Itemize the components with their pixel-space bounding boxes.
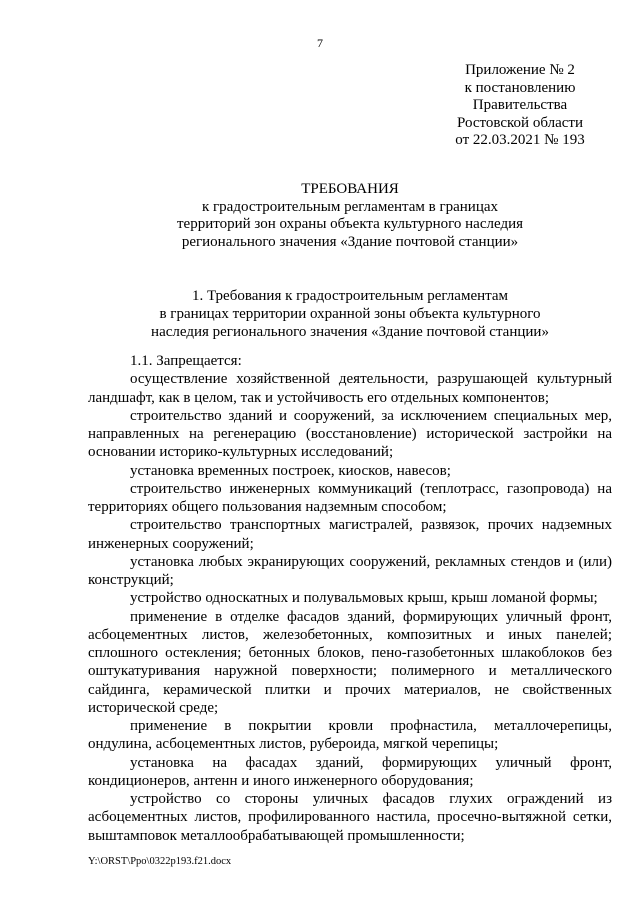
appendix-block [450,62,590,150]
paragraph-item: строительство инженерных коммуникаций (теплотрасс, газопровода) на территориях общего пользования надземным способом; [88,480,612,515]
section-heading [90,287,610,341]
appendix-line: Ростовской области [457,114,583,131]
paragraph-item: установка на фасадах зданий, формирующих уличный фронт, кондиционеров, антенн и иного инженерного оборудования; [88,754,612,789]
paragraph-item: применение в отделке фасадов зданий, формирующих уличный фронт, асбоцементных листов, железобетонных, композитных и иных панелей; сплошного остекления; бетонных блоков, пено-газобетонных шлакоблоков без оштукатуривания наружной поверхности; полимерного и металлического сайдинга, керамической плитки и прочих материалов, не свойственных исторической среде; [88,608,612,716]
appendix-line: от 22.03.2021 № 193 [455,132,585,148]
title-line: территорий зон охраны объекта культурного наследия [177,216,523,232]
paragraph-item: строительство транспортных магистралей, развязок, прочих надземных инженерных сооружений; [88,517,612,552]
paragraph-item: строительство зданий и сооружений, за исключением специальных мер, направленных на регенерацию (восстановление) исторической застройки на основании историко-культурных исследований; [88,407,612,461]
paragraph-clause: 1.1. Запрещается: [130,353,242,369]
section-line: в границах территории охранной зоны объекта культурного [159,306,541,322]
section-line: 1. Требования к градостроительным регламентам [191,288,509,304]
appendix-line: Правительства [472,97,568,113]
paragraph-item: осуществление хозяйственной деятельности, разрушающей культурный ландшафт, как в целом, так и устойчивость его отдельных компонентов; [88,371,612,406]
title-line: регионального значения «Здание почтовой станции» [181,233,519,250]
appendix-line: Приложение № 2 [465,62,575,78]
paragraph-item: установка любых экранирующих сооружений, рекламных стендов и (или) конструкций; [88,553,612,588]
title-line: к градостроительным регламентам в границах [201,198,499,215]
section-line: наследия регионального значения «Здание почтовой станции» [151,324,549,340]
paragraph-item: устройство односкатных и полувальмовых крыш, крыш ломаной формы; [130,590,598,607]
paragraph-item: установка временных построек, киосков, навесов; [130,462,451,479]
file-path-footer: Y:\ORST\Ppo\0322p193.f21.docx [88,856,232,867]
page-number: 7 [317,36,323,50]
title-heading: ТРЕБОВАНИЯ [301,181,399,197]
paragraph-item: устройство со стороны уличных фасадов глухих ограждений из асбоцементных листов, профилированного настила, просечно-вытяжной сетки, выштамповок металлообрабатывающей промышленности; [88,791,612,844]
body-text [88,352,612,845]
paragraph-item: применение в покрытии кровли профнастила, металлочерепицы, ондулина, асбоцементных листов, рубероида, мягкой черепицы; [88,718,612,753]
appendix-line: к постановлению [464,79,576,96]
document-title [90,181,610,251]
